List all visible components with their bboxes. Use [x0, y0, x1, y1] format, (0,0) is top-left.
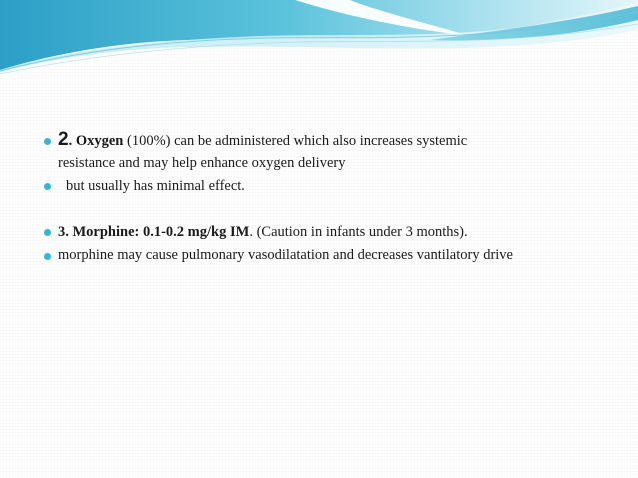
bullet-marker-icon [44, 253, 51, 260]
bullet-item-oxygen-continuation: resistance and may help enhance oxygen delivery [58, 155, 346, 171]
bullet-marker-icon [44, 138, 51, 145]
bullet-item-minimal-effect: but usually has minimal effect. [66, 178, 245, 194]
bullet-item-morphine [58, 223, 468, 241]
item-number: 2 [58, 129, 69, 150]
header-wave-decoration [0, 0, 638, 80]
item-bold-label: 3. Morphine: 0.1-0.2 mg/kg IM [58, 224, 250, 240]
item-bold-label: Oxygen [75, 133, 124, 149]
item-text: (100%) can be administered which also increases systemic [123, 133, 468, 149]
bullet-item-morphine-effects: morphine may cause pulmonary vasodilatation and decreases vantilatory drive [58, 247, 513, 263]
item-number-sep: . [68, 133, 73, 149]
bullet-marker-icon [44, 229, 51, 236]
bullet-marker-icon [44, 183, 51, 190]
item-text: . (Caution in infants under 3 months). [249, 224, 468, 240]
bullet-item-oxygen [58, 131, 467, 150]
